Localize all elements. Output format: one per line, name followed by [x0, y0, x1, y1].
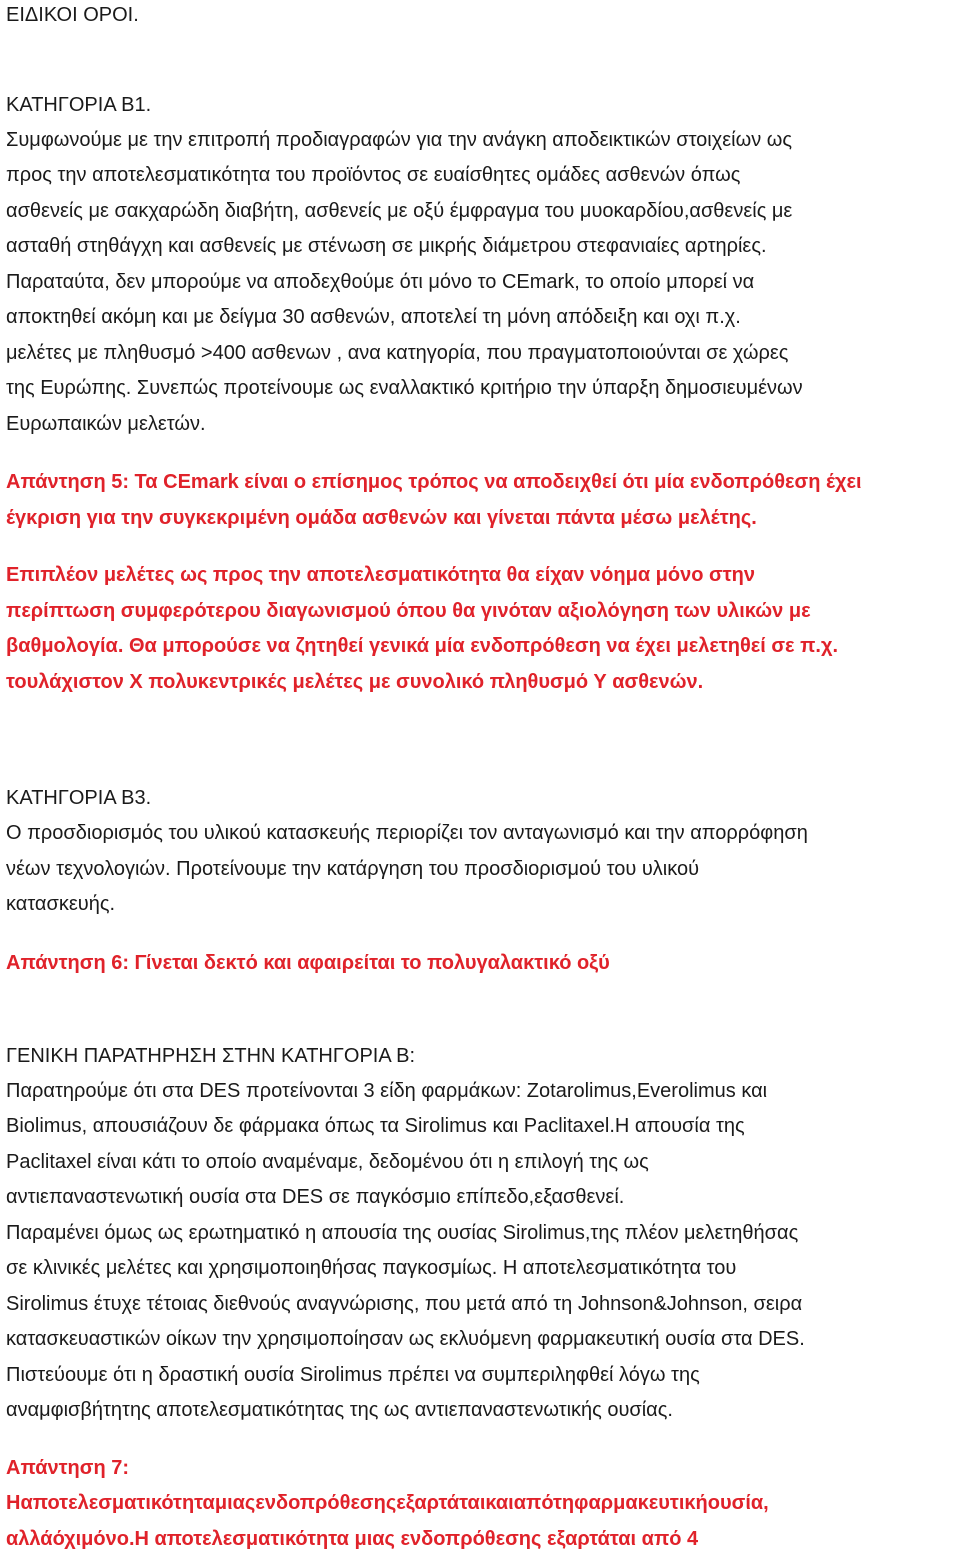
- body-text-line: κατασκευαστικών οίκων την χρησιμοποίησαν ως εκλυόμενη φαρμακευτική ουσία στα DES.: [6, 1328, 805, 1350]
- body-text-line: Ευρωπαικών μελετών.: [6, 413, 206, 435]
- body-text-line: Biolimus, απουσιάζουν δε φάρμακα όπως τα Sirolimus και Paclitaxel.Η απουσία της: [6, 1115, 745, 1137]
- body-text-line: Sirolimus έτυχε τέτοιας διεθνούς αναγνώρισης, που μετά από τη Johnson&Johnson, σειρα: [6, 1293, 803, 1315]
- response-text-line: αλλάόχιμόνο.Η αποτελεσματικότητα μιας ενδοπρόθεσης εξαρτάται από 4: [6, 1528, 699, 1550]
- body-text-line: ασθενείς με σακχαρώδη διαβήτη, ασθενείς με οξύ έμφραγμα του μυοκαρδίου,ασθενείς με: [6, 200, 793, 222]
- response-text-line: Επιπλέον μελέτες ως προς την αποτελεσματικότητα θα είχαν νόημα μόνο στην: [6, 564, 755, 586]
- body-text-line: αντιεπαναστενωτική ουσία στα DES σε παγκόσμιο επίπεδο,εξασθενεί.: [6, 1186, 625, 1208]
- body-text-line: Συμφωνούμε με την επιτροπή προδιαγραφών για την ανάγκη αποδεικτικών στοιχείων ως: [6, 129, 793, 151]
- body-text-line: Ο προσδιορισμός του υλικού κατασκευής περιορίζει τον ανταγωνισμό και την απορρόφηση: [6, 822, 808, 844]
- response-text-line: τουλάχιστον Χ πολυκεντρικές μελέτες με συνολικό πληθυσμό Υ ασθενών.: [6, 671, 704, 693]
- body-text-line: ασταθή στηθάγχη και ασθενείς με στένωση σε μικρής διάμετρου στεφανιαίες αρτηρίες.: [6, 235, 767, 257]
- body-text-line: Paclitaxel είναι κάτι το οποίο αναμέναμε, δεδομένου ότι η επιλογή της ως: [6, 1151, 649, 1173]
- body-text-line: της Ευρώπης. Συνεπώς προτείνουμε ως εναλλακτικό κριτήριο την ύπαρξη δημοσιευμένων: [6, 377, 803, 399]
- body-text-line: νέων τεχνολογιών. Προτείνουμε την κατάργηση του προσδιορισμού του υλικού: [6, 858, 700, 880]
- body-text-line: Πιστεύουμε ότι η δραστική ουσία Sirolimus πρέπει να συμπεριληφθεί λόγω της: [6, 1364, 700, 1386]
- body-text-line: μελέτες με πληθυσμό >400 ασθενων , ανα κατηγορία, που πραγματοποιούνται σε χώρες: [6, 342, 789, 364]
- body-text-line: Παραταύτα, δεν μπορούμε να αποδεχθούμε ότι μόνο το CEmark, το οποίο μπορεί να: [6, 271, 755, 293]
- response-text-line: περίπτωση συμφερότερου διαγωνισμού όπου θα γινόταν αξιολόγηση των υλικών με: [6, 600, 811, 622]
- response-text-line: Ηαποτελεσματικότηταμιαςενδοπρόθεσηςεξαρτάταικαιαπότηφαρμακευτικήουσία,: [6, 1492, 769, 1514]
- body-text-line: σε κλινικές μελέτες και χρησιμοποιηθήσας παγκοσμίως. Η αποτελεσματικότητα του: [6, 1257, 737, 1279]
- body-text-line: ΓΕΝΙΚΗ ΠΑΡΑΤΗΡΗΣΗ ΣΤΗΝ ΚΑΤΗΓΟΡΙΑ Β:: [6, 1045, 416, 1067]
- body-text-line: αποκτηθεί ακόμη και με δείγμα 30 ασθενών, αποτελεί τη μόνη απόδειξη και οχι π.χ.: [6, 306, 741, 328]
- response-text-line: έγκριση για την συγκεκριμένη ομάδα ασθενών και γίνεται πάντα μέσω μελέτης.: [6, 507, 757, 529]
- response-text-line: Απάντηση 5: Τα CEmark είναι ο επίσημος τρόπος να αποδειχθεί ότι μία ενδοπρόθεση έχει: [6, 471, 862, 493]
- response-text-line: Απάντηση 6: Γίνεται δεκτό και αφαιρείται το πολυγαλακτικό οξύ: [6, 952, 610, 974]
- body-text-line: αναμφισβήτητης αποτελεσματικότητας της ως αντιεπαναστενωτικής ουσίας.: [6, 1399, 673, 1421]
- body-text-line: Παρατηρούμε ότι στα DES προτείνονται 3 είδη φαρμάκων: Zotarolimus,Everolimus και: [6, 1080, 768, 1102]
- response-text-line: βαθμολογία. Θα μπορούσε να ζητηθεί γενικά μία ενδοπρόθεση να έχει μελετηθεί σε π.χ.: [6, 635, 839, 657]
- response-text-line: Απάντηση 7:: [6, 1457, 129, 1479]
- body-text-line: ΚΑΤΗΓΟΡΙΑ Β3.: [6, 787, 152, 809]
- body-text-line: Παραμένει όμως ως ερωτηματικό η απουσία της ουσίας Sirolimus,της πλέον μελετηθήσας: [6, 1222, 799, 1244]
- body-text-line: ΕΙΔΙΚΟΙ ΟΡΟΙ.: [6, 4, 139, 26]
- body-text-line: ΚΑΤΗΓΟΡΙΑ Β1.: [6, 94, 152, 116]
- body-text-line: κατασκευής.: [6, 893, 116, 915]
- body-text-line: προς την αποτελεσματικότητα του προϊόντος σε ευαίσθητες ομάδες ασθενών όπως: [6, 164, 741, 186]
